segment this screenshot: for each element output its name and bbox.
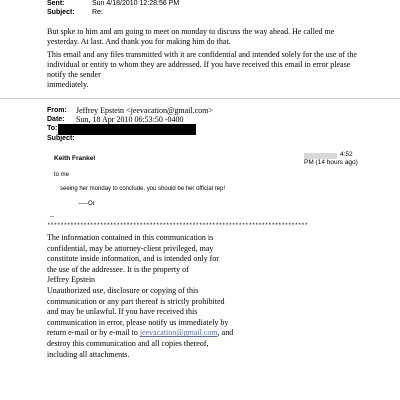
disclaimer-line: communication in error, please notify us immediately by [47,317,229,327]
sent-label: Sent: [47,0,65,7]
redaction-bar [58,124,196,135]
disclaimer [47,233,287,360]
sign-off: -----Or [78,201,95,207]
disclaimer-line: including all attachments. [47,349,130,359]
dashes: -- [50,214,54,220]
confidentiality-text: This email and any files transmitted with it are confidential and intended solely for the use of the individual or entity to whom they are addressed. If you have received this email in error please notify the sender [47,50,357,79]
from-value: Jeffrey Epstein <jeevacation@gmail.com> [76,106,213,115]
disclaimer-line: and may be unlawful. If you have received this [47,307,198,317]
to-label: To: [47,125,58,132]
confidentiality-end: immediately. [47,80,89,89]
to-line: to me [54,172,70,178]
sent-value: Sun 4/18/2010 12:28:56 PM [92,0,180,7]
from-label: From: [47,107,67,114]
time-part2: PM (14 hours ago) [304,159,358,166]
stars-separator: ******************************************************************************* [47,222,308,229]
disclaimer-line: confidential, may be attorney-client privileged, may [47,243,214,253]
subject-value: Re: [92,9,103,16]
disclaimer-line [47,328,287,339]
disclaimer-line: Unauthorized use, disclosure or copying of this [47,285,199,295]
date-value: Sun, 18 Apr 2010 06:53:50 -0400 [76,115,184,124]
confidentiality-notice [47,50,357,90]
subject-label-2: Subject: [47,135,75,142]
line10-pre: return e-mail or by e-mail to [47,328,140,338]
quoted-body: seeing her monday to conclude, you should be her official rep! [60,186,225,192]
disclaimer-line: Jeffrey Epstein [47,275,96,285]
disclaimer-line: constitute inside information, and is intended only for [47,254,219,264]
disclaimer-line: destroy this communication and all copies thereof, [47,338,209,348]
divider [0,98,400,99]
subject-label: Subject: [47,9,75,16]
time-part1: 4:52 [340,151,353,158]
line10-post: , and [217,328,234,338]
email-link[interactable]: jeevacation@gmail.com [139,328,218,338]
message-body: But spke to him and am going to meet on monday to discuss the way ahead. He called me yesterday. At last. And thank you for making him do that. [47,27,335,46]
disclaimer-line: the use of the addressee. It is the property of [47,264,189,274]
disclaimer-line: communication or any part thereof is strictly prohibited [47,296,225,306]
sender-name: Keith Frankel [54,155,96,162]
disclaimer-line: The information contained in this communication is [47,233,214,242]
date-label: Date: [47,116,65,123]
